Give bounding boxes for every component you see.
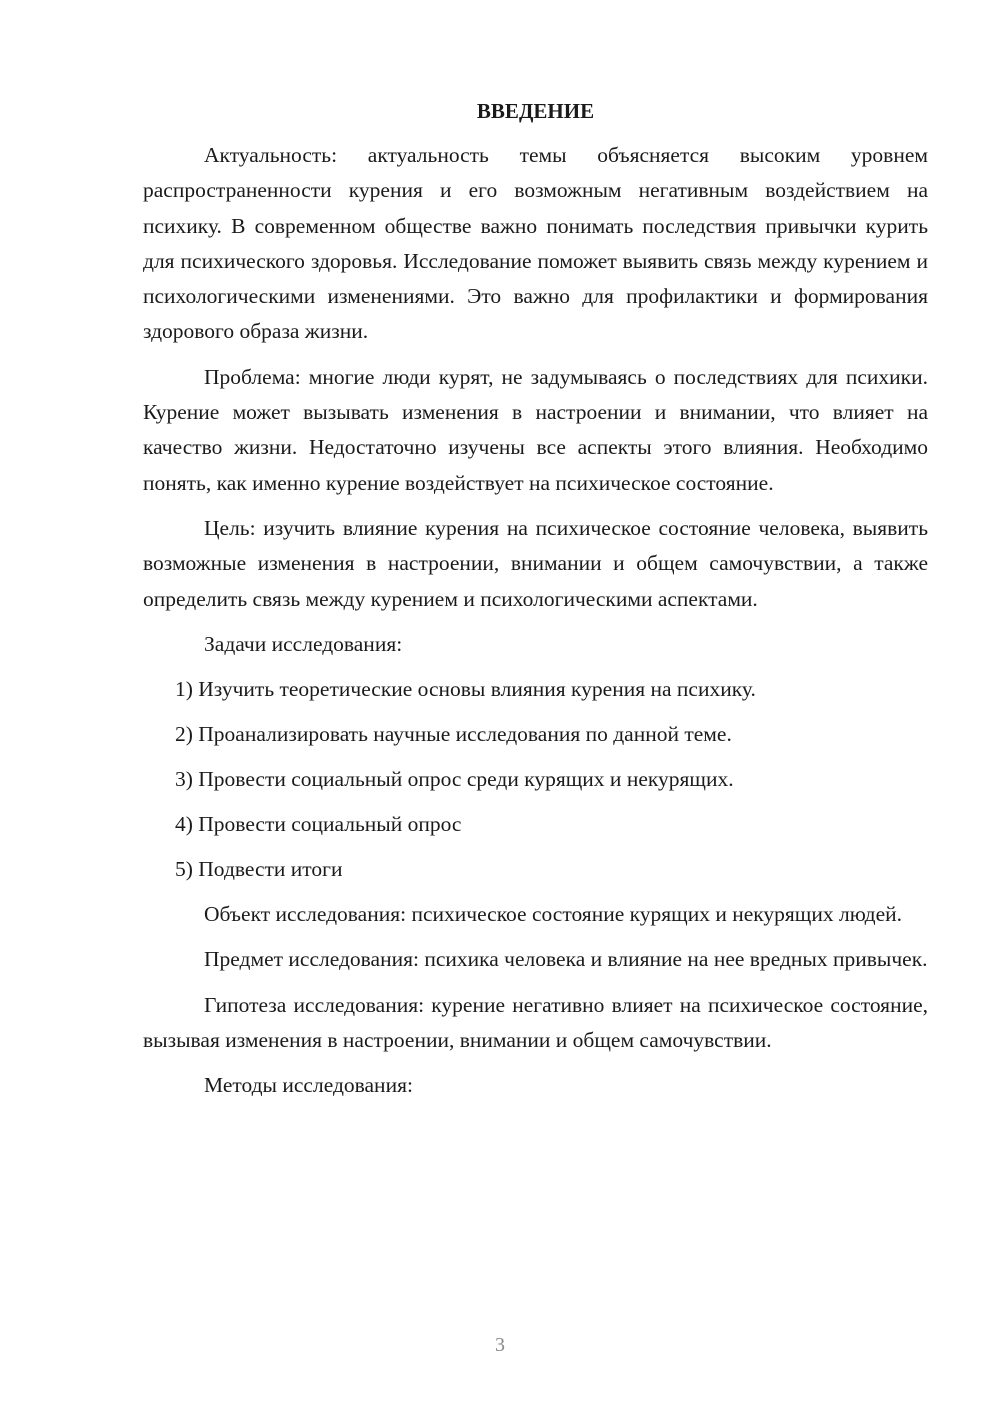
page-number: 3 xyxy=(495,1334,505,1356)
document-page xyxy=(143,96,928,1114)
paragraph-object: Объект исследования: психическое состояние курящих и некурящих людей. xyxy=(204,902,903,927)
paragraph-methods: Методы исследования: xyxy=(204,1073,413,1098)
task-item-2: 2) Проанализировать научные исследования по данной теме. xyxy=(175,722,732,747)
task-item-3: 3) Провести социальный опрос среди курящих и некурящих. xyxy=(175,767,734,792)
task-item-4: 4) Провести социальный опрос xyxy=(175,812,462,837)
paragraph-hypothesis: Гипотеза исследования: курение негативно влияет на психическое состояние, вызывая изменения в настроении, внимании и общем самочувствии. xyxy=(143,992,928,1053)
task-item-5: 5) Подвести итоги xyxy=(175,857,343,882)
paragraph-subject: Предмет исследования: психика человека и влияние на нее вредных привычек. xyxy=(204,947,928,972)
task-item-1: 1) Изучить теоретические основы влияния курения на психику. xyxy=(175,677,756,702)
section-title: ВВЕДЕНИЕ xyxy=(476,99,595,123)
paragraph-relevance: Актуальность: актуальность темы объясняется высоким уровнем распространенности курения и его возможным негативным воздействием на психику. В современном обществе важно понимать последствия привычки курить для психического здоровья. Исследование поможет выявить связь между курением и психологическими изменениями. Это важно для профилактики и формирования здорового образа жизни. xyxy=(143,143,928,344)
paragraph-goal: Цель: изучить влияние курения на психическое состояние человека, выявить возможные изменения в настроении, внимании и общем самочувствии, а также определить связь между курением и психологическими аспектами. xyxy=(143,515,928,611)
paragraph-tasks-heading: Задачи исследования: xyxy=(204,631,403,656)
paragraph-problem: Проблема: многие люди курят, не задумываясь о последствиях для психики. Курение может вызывать изменения в настроении и внимании, что влияет на качество жизни. Недостаточно изучены все аспекты этого влияния. Необходимо понять, как именно курение воздействует на психическое состояние. xyxy=(143,364,928,495)
